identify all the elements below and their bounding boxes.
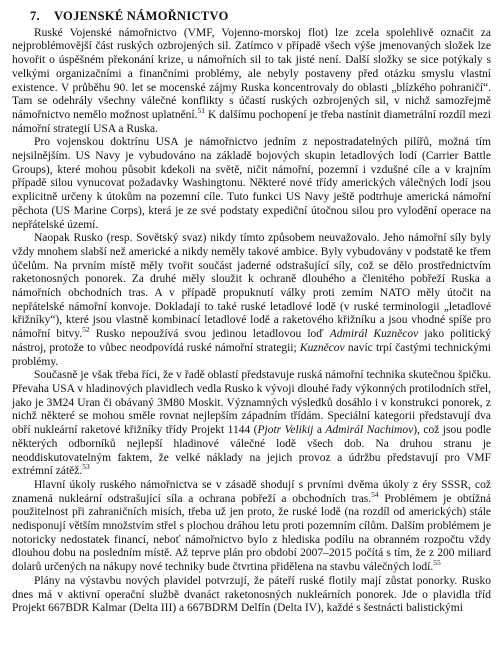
paragraph-text: Pro vojenskou doktrínu USA je námořnictvo jedním z nepostradatelných pilířů, možná tím nejsilnějším. US Navy je vybudováno na základě bojových skupin letadlových lodí (Carrier Battle Groups), které mohou působit kdekoli na světě, ničit námořní, pozemní i vzdušné cíle a v krajním případě silou vynucovat požadavky Washingtonu. Některé nové třídy amerických válečných lodí jsou explicitně určeny k útokům na pozemní cíle. Tuto funkci US Navy ještě podtrhuje americká námořní pěchota (US Marine Corps), která je ze své podstaty expediční útočnou silou pro vylodění operace na nepřátelské území. bbox=[12, 136, 491, 231]
paragraph-3 bbox=[12, 232, 491, 369]
paragraph-text: Současně je však třeba říci, že v řadě oblastí představuje ruská námořní technika skutečnou špičku. Převaha USA v hladinových plavidlech vedla Rusko k vývoji dlouhé řady výkonných protilodních střel, jako je 3M24 Uran či obávaný 3M80 Moskit. Významných výsledků dosáhlo i v konstrukci ponorek, z nichž některé se mohou směle rovnat nejlepším západním třídám. Speciální kategorii představují dva obří nukleární raketové křižníky třídy Projekt 1144 ( bbox=[12, 369, 491, 437]
paragraph-2 bbox=[12, 136, 491, 232]
footnote-ref: 52 bbox=[82, 325, 90, 335]
paragraph-5 bbox=[12, 479, 491, 575]
section-number: 7. bbox=[30, 9, 40, 23]
paragraph-text: jako politický nástroj, protože to vůbec neodpovídá ruské námořní strategii; bbox=[12, 328, 491, 354]
paragraph-4 bbox=[12, 369, 491, 479]
paragraph-text: Naopak Rusko (resp. Sovětský svaz) nikdy tímto způsobem neuvažovalo. Jeho námořní síly byly vždy mnohem slabší než americké a nikdy neměly takové ambice. Byly vybudovány v podstatě ke třem účelům. Na prvním místě měly tvořit součást jaderné odstrašující síly, což se dělo prostřednictvím raketonosných ponorek. Za druhé měly sloužit k ochraně dlouhého a členitého pobřeží Ruska a námořních obchodních tras. A v případě propuknutí války proti zemím NATO měly útočit na nepřátelské námořní konvoje. Dokladají to také ruské letadlové lodě (v ruské terminologii „letadlové křižníky“), které jsou vlastně kombinací letadlové lodě a raketového křižníku a jsou vhodné spíše pro námořní bitvy. bbox=[12, 232, 491, 341]
footnote-ref: 51 bbox=[197, 106, 206, 116]
footnote-ref: 53 bbox=[82, 462, 90, 472]
section-heading bbox=[30, 10, 491, 24]
paragraph-text: navíc trpí častými technickými problémy. bbox=[12, 341, 491, 368]
paragraph-text: Ruské Vojenské námořnictvo (VMF, Vojenno-morskoj flot) lze zcela spolehlivě označit za nejproblémovější část ruských ozbrojených sil. Zatímco v případě všech výše jmenovaných složek lze hovořit o úspěšném překonání krize, u námořních sil to tak jisté není. Další složky se sice potýkaly s velkými organizačními a finančními problémy, ale nebyly postaveny před otázku smyslu vlastní existence. V průběhu 90. let se mocenské zájmy Ruska koncentrovaly do oblasti „blízkého pohraničí“. Tam se odehrály všechny válečné konflikty s účastí ruských ozbrojených sil, v nichž samozřejmě námořnictvo nemělo možnost uplatnění. bbox=[12, 26, 491, 121]
paragraph-text: Problémem je obtížná použitelnost při zahraničních misích, třeba už jen proto, že ruské lodě (na rozdíl od amerických) stále nedisponují větším množstvím střel s plochou dráhou letu proti pozemním cílům. Dalším problémem je notoricky nedostatek financí, neboť námořnictvo bylo z hlediska podílu na obranném rozpočtu vždy dlouhou dobu na posledním místě. Až teprve plán pro období 2007–2015 počítá s tím, že z 200 miliard dolarů určených na nákupy nové techniky bude čtvrtina přidělena na stavbu válečných lodí. bbox=[12, 492, 491, 574]
ship-name: Pjotr Velikij bbox=[257, 424, 314, 437]
paragraph-text: ), což jsou podle některých odborníků nejlepší hladinové válečné lodě všech dob. Na druhou stranu je neoddiskutovatelným faktem, že velké náklady na jejich provoz a údržbu představují pro VMF extrémní zátěž. bbox=[12, 424, 491, 478]
footnote-ref: 54 bbox=[371, 489, 379, 499]
paragraph-6 bbox=[12, 575, 491, 616]
ship-name: Admirál Kuzněcov bbox=[329, 328, 419, 341]
paragraph-text: a bbox=[313, 424, 326, 437]
paragraph-text: Rusko nepoužívá svou jedinou letadlovou loď bbox=[89, 328, 330, 341]
paragraph-text: K dalšímu pochopení je třeba nastínit diametrální rozdíl mezi námořní strategií USA a Ruska. bbox=[12, 108, 491, 135]
ship-name: Admirál Nachimov bbox=[325, 424, 414, 437]
paragraph-text: Hlavní úkoly ruského námořnictva se v zásadě shodují s prvními dvěma úkoly z éry SSSR, což znamená nukleární odstrašující síla a ochrana pobřeží a obchodních tras. bbox=[12, 478, 491, 505]
paragraph-text: Plány na výstavbu nových plavidel potvrzují, že páteří ruské flotily mají zůstat ponorky. Rusko dnes má v aktivní operační službě dvanáct raketonosných nukleárních ponorek. Jde o plavidla tříd Projekt 667BDR Kalmar (Delta III) a 667BDRM Delfín (Delta IV), každé s šestnácti balistickými bbox=[12, 574, 491, 615]
paragraph-1 bbox=[12, 27, 491, 137]
section-title: VOJENSKÉ NÁMOŘNICTVO bbox=[53, 9, 229, 23]
footnote-ref: 55 bbox=[433, 558, 441, 568]
ship-name: Kuzněcov bbox=[299, 341, 345, 354]
